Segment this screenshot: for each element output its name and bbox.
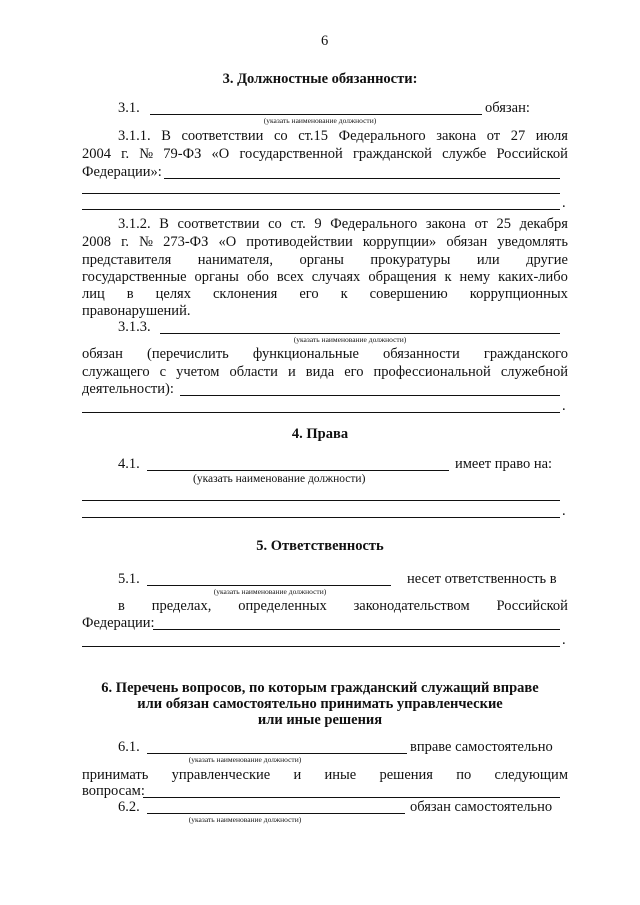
word: №	[139, 234, 153, 250]
word: функциональные	[252, 346, 359, 362]
word: 3.1.2.	[118, 216, 151, 232]
blank-6-1-position	[147, 753, 407, 754]
word: органы	[194, 269, 239, 285]
blank-5-1-a	[153, 629, 560, 630]
section-6-heading-line-3: или иные решения	[257, 712, 383, 728]
section-3-heading: 3. Должностные обязанности:	[222, 71, 418, 87]
word: ст.15	[298, 128, 329, 144]
word: уведомлять	[497, 234, 568, 250]
word: 79-ФЗ	[163, 146, 202, 162]
word: ст.	[290, 216, 306, 232]
item-6-1-tail: вправе самостоятельно	[410, 739, 553, 755]
word: коррупционных	[469, 286, 568, 302]
word: со	[273, 128, 288, 144]
page-number: 6	[321, 33, 329, 49]
word: нанимателя,	[197, 252, 273, 268]
blank-3-1-1-a	[164, 178, 560, 179]
word: учетом	[176, 364, 220, 380]
word: законодательством	[353, 598, 470, 614]
word: г.	[121, 234, 130, 250]
hint-6-2: (указать наименование должности)	[188, 815, 302, 824]
word: Федерального	[330, 216, 418, 232]
item-3-1-1-line-1	[118, 128, 568, 145]
word: закона	[436, 128, 477, 144]
word: Российской	[496, 598, 568, 614]
hint-6-1: (указать наименование должности)	[188, 755, 302, 764]
item-3-1-2-line-2	[82, 234, 568, 251]
blank-3-1-3-position	[160, 333, 560, 334]
section-6-heading-line-2: или обязан самостоятельно принимать управленческие	[137, 696, 503, 712]
word: его	[299, 286, 319, 302]
word: служебной	[500, 364, 568, 380]
period-3-1-1: .	[562, 195, 566, 211]
item-3-1-1-line-2	[82, 146, 568, 163]
word: совершению	[369, 286, 448, 302]
item-3-1-3-line-1	[82, 346, 568, 363]
blank-3-1-3-b	[82, 412, 560, 413]
word: гражданского	[483, 346, 568, 362]
word: с	[159, 364, 167, 380]
hint-3-1: (указать наименование должности)	[263, 116, 377, 125]
blank-3-1-1-c	[82, 209, 560, 210]
word: профессиональной	[373, 364, 491, 380]
word: всех	[276, 269, 304, 285]
item-4-1-tail: имеет право на:	[455, 456, 553, 472]
word: Российской	[496, 146, 568, 162]
word: 273-ФЗ	[163, 234, 209, 250]
item-3-1-2-line-5	[82, 286, 568, 303]
item-3-1-2-line-4	[82, 269, 568, 286]
blank-6-2-position	[147, 813, 405, 814]
blank-5-1-b	[82, 646, 560, 647]
word: случаях	[311, 269, 361, 285]
word: и	[287, 364, 296, 380]
item-6-2-number: 6.2.	[118, 799, 140, 815]
word: 2004	[82, 146, 111, 162]
section-5-heading: 5. Ответственность	[256, 538, 384, 554]
word: со	[268, 216, 282, 232]
word: вида	[305, 364, 335, 380]
item-3-1-number: 3.1.	[118, 100, 140, 116]
item-3-1-3-line-3: деятельности):	[82, 381, 174, 397]
word: от	[486, 128, 501, 144]
word: или	[476, 252, 500, 268]
word: «О	[218, 234, 237, 250]
item-5-1-line-2: Федерации:	[82, 615, 155, 631]
item-3-1-3-line-2	[82, 364, 568, 381]
word: области	[229, 364, 278, 380]
word: по	[456, 767, 472, 783]
word: прокуратуры	[370, 252, 451, 268]
blank-4-1-a	[82, 500, 560, 501]
word: (перечислить	[146, 346, 229, 362]
word: каких-либо	[498, 269, 568, 285]
word: обращения	[368, 269, 437, 285]
word: В	[159, 216, 169, 232]
word: в	[118, 598, 125, 614]
hint-5-1: (указать наименование должности)	[213, 587, 327, 596]
item-3-1-2-line-6: правонарушений.	[82, 303, 191, 319]
word: 9	[314, 216, 322, 232]
word: органы	[299, 252, 344, 268]
blank-5-1-position	[147, 585, 391, 586]
word: другие	[526, 252, 568, 268]
item-3-1-2-line-1	[118, 216, 568, 233]
item-4-1-number: 4.1.	[118, 456, 140, 472]
word: целях	[155, 286, 191, 302]
blank-6-1-a	[143, 797, 560, 798]
item-3-1-1-line-3: Федерации»:	[82, 164, 162, 180]
item-3-1-tail: обязан:	[485, 100, 530, 116]
word: Федерального	[338, 128, 426, 144]
word: в	[126, 286, 134, 302]
word: определенных	[238, 598, 327, 614]
blank-3-1-1-b	[82, 193, 560, 194]
word: 2008	[82, 234, 111, 250]
hint-3-1-3: (указать наименование должности)	[293, 335, 407, 344]
word: №	[139, 146, 154, 162]
word: принимать	[82, 767, 149, 783]
word: «О	[211, 146, 230, 162]
word: служащего	[82, 364, 150, 380]
word: закона	[425, 216, 466, 232]
word: коррупции»	[362, 234, 437, 250]
item-6-1-line-2: вопросам:	[82, 783, 145, 799]
word: иные	[324, 767, 357, 783]
word: В	[161, 128, 171, 144]
word: службе	[442, 146, 487, 162]
word: и	[293, 767, 302, 783]
hint-4-1: (указать наименование должности)	[193, 473, 366, 485]
word: решения	[379, 767, 433, 783]
word: обо	[246, 269, 269, 285]
period-5-1: .	[562, 632, 566, 648]
word: представителя	[82, 252, 172, 268]
word: пределах,	[151, 598, 212, 614]
period-4-1: .	[562, 503, 566, 519]
item-3-1-2-line-3	[82, 252, 568, 269]
word: соответствии	[181, 128, 264, 144]
word: его	[344, 364, 364, 380]
section-6-heading-line-1: 6. Перечень вопросов, по которым гражданский служащий вправе	[101, 680, 539, 696]
word: государственные	[82, 269, 187, 285]
word: от	[474, 216, 488, 232]
item-6-1-line-1	[82, 767, 568, 784]
item-5-1-tail: несет ответственность в	[407, 571, 557, 587]
word: 3.1.1.	[118, 128, 151, 144]
item-6-1-number: 6.1.	[118, 739, 140, 755]
item-6-2-tail: обязан самостоятельно	[410, 799, 553, 815]
word: 25	[496, 216, 511, 232]
word: к	[444, 269, 452, 285]
word: декабря	[519, 216, 568, 232]
word: обязанности	[383, 346, 460, 362]
word: нему	[459, 269, 491, 285]
period-3-1-3: .	[562, 398, 566, 414]
word: государственной	[239, 146, 343, 162]
word: гражданской	[352, 146, 432, 162]
blank-3-1-3-a	[180, 395, 560, 396]
word: склонения	[212, 286, 278, 302]
word: следующим	[494, 767, 568, 783]
word: 27	[510, 128, 526, 144]
word: июля	[535, 128, 568, 144]
word: управленческие	[171, 767, 271, 783]
word: лиц	[82, 286, 105, 302]
word: обязан	[446, 234, 488, 250]
section-4-heading: 4. Права	[291, 426, 349, 442]
word: противодействии	[246, 234, 353, 250]
word: г.	[121, 146, 130, 162]
item-5-1-line-1	[118, 598, 568, 615]
item-5-1-number: 5.1.	[118, 571, 140, 587]
word: соответствии	[177, 216, 260, 232]
blank-4-1-position	[147, 470, 449, 471]
word: обязан	[82, 346, 123, 362]
word: к	[340, 286, 348, 302]
blank-3-1-position	[150, 114, 482, 115]
item-3-1-3-number: 3.1.3.	[118, 319, 151, 335]
blank-4-1-b	[82, 517, 560, 518]
